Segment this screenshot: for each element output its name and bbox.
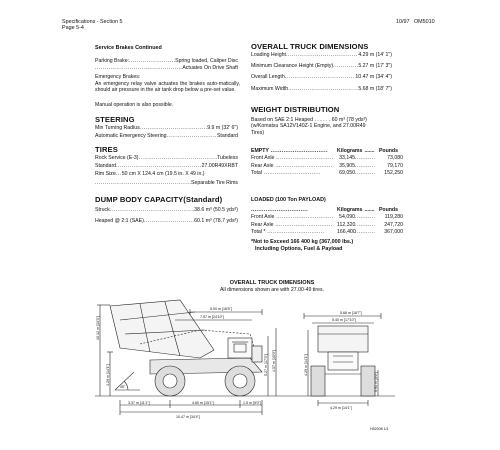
ground-clear-label: 0.91 m [3'0"] [374, 372, 378, 392]
spec-row: ..... Separable Tire Rims [95, 179, 238, 187]
manual-operation-text: Manual operation is also possible. [95, 102, 174, 108]
tread-label: 4.29 m [14'1"] [330, 406, 352, 410]
front-height-label: 4.29 m [14'1"] [304, 354, 308, 376]
parking-brake-label: Parking Brake: [95, 58, 130, 64]
table-header: ..... Kilograms ....... Pounds [251, 207, 403, 214]
front-overhang-label: 3.37 m [11'1"] [128, 401, 150, 405]
canopy-label: 5.00 m [16'5"] [210, 307, 232, 311]
load-height-label: 4.29 m [14'1"] [106, 364, 110, 386]
top-width-label: 5.68 m [18'7"] [340, 311, 362, 315]
spec-row: Standard ..... 27.00R49XRBT [95, 162, 238, 170]
dump-length-label: 7.57 m [24'10"] [200, 315, 224, 319]
weight-basis-text: Based on SAE 2:1 Heaped . . . . . . 60 m³ (78 yds³) (w/Komatsu SA12V140Z-1 Engine, and 27.00R49 Tires) [251, 117, 367, 136]
table-row: Total..... 69,050 ..... 152,250 [251, 170, 403, 177]
dump-body-title: DUMP BODY CAPACITY(Standard) [95, 195, 223, 204]
spec-row: Loading Height ..... 4.29 m (14' 1") [251, 51, 392, 59]
side-height-label: 4.57 m [15'0"] [272, 350, 276, 372]
raised-height-label: 10.12 m [33'3"] [96, 316, 100, 340]
table-row: Front Axle..... 54,090 ..... 119,280 [251, 214, 403, 221]
body-width-label: 5.40 m [17'10"] [332, 318, 356, 322]
table-row: Rear Axle..... 35,905 ..... 79,170 [251, 163, 403, 170]
weight-distribution-title: WEIGHT DISTRIBUTION [251, 105, 340, 114]
spec-row: Automatic Emergency Steering ..... Standard [95, 132, 238, 140]
truck-cab [228, 338, 252, 358]
rear-overhang-label: 1.5 m [5'0"] [243, 401, 261, 405]
spec-row: Rim Size ..... 50 cm X 124.4 cm (19.5 in. X 49 in.) [95, 170, 238, 178]
front-view-right-tire [361, 366, 375, 396]
diagram-subtitle: All dimensions shown are with 27.00-49 tires. [219, 287, 325, 293]
spec-row: Maximum Width ..... 5.68 m (18' 7") [251, 85, 392, 93]
wheelbase-label: 4.60 m [15'1"] [192, 401, 214, 405]
table-header: EMPTY..... Kilograms ....... Pounds [251, 148, 403, 155]
spec-row: Minimum Clearance Height (Empty) ..... 5.27 m (17' 3") [251, 62, 392, 70]
page-number: Page 5-4 [62, 25, 84, 32]
spec-row: Overall Length ..... 10.47 m (34' 4") [251, 73, 392, 81]
dump-angle-label: 45° [120, 385, 126, 389]
spec-row: Heaped @ 2:1 (SAE) ..... 60.1 m³ (78.7 yds³) [95, 216, 238, 227]
not-to-exceed-note: *Not to Exceed 166 400 kg (367,000 lbs.) [251, 239, 354, 245]
tires-title: TIRES [95, 145, 118, 154]
section-title: Specifications - Section 5 [62, 19, 123, 25]
table-row: Rear Axle..... 112,320 ..... 247,720 [251, 222, 403, 229]
overall-length-label: 10.47 m [34'4"] [176, 415, 200, 419]
table-row: Total *..... 166,400 ..... 367,000 [251, 229, 403, 236]
front-view-body [318, 326, 368, 352]
raised-dump-body [110, 300, 214, 358]
table-row: Front Axle..... 33,145 ..... 73,080 [251, 155, 403, 162]
emergency-brakes-text: An emergency relay valve actuates the brakes auto-matically, should air pressure in the air tank drop below a pre-set value. [95, 81, 240, 94]
figure-number: H52008 1/1 [370, 427, 389, 431]
including-options-note: Including Options, Fuel & Payload [255, 245, 343, 252]
parking-brake-value-2: Actuates On Drive Shaft [182, 65, 238, 72]
steering-title: STEERING [95, 115, 135, 124]
clear-height-label: 5.27 m [17'3"] [264, 354, 268, 376]
loaded-title: LOADED (100 Ton PAYLOAD) [251, 197, 326, 203]
front-view-left-tire [311, 366, 325, 396]
spec-row: Min Turning Radius ..... 9.9 m (32' 6") [95, 124, 238, 132]
front-view-cab [328, 352, 358, 370]
overall-dimensions-title: OVERALL TRUCK DIMENSIONS [251, 42, 369, 51]
diagram-title: OVERALL TRUCK DIMENSIONS [229, 280, 315, 286]
spec-row: Struck ..... 38.6 m³ (50.5 yds³) [95, 205, 238, 216]
page-header-right: 10/97 OM5010 [396, 19, 435, 25]
emergency-brakes-label: Emergency Brakes: [95, 74, 141, 80]
parking-brake-value: Spring loaded, Caliper Disc [175, 58, 238, 64]
spec-row: Rock Service (E-3) ..... Tubeless [95, 154, 238, 162]
service-brakes-heading: Service Brakes Continued [95, 45, 162, 51]
